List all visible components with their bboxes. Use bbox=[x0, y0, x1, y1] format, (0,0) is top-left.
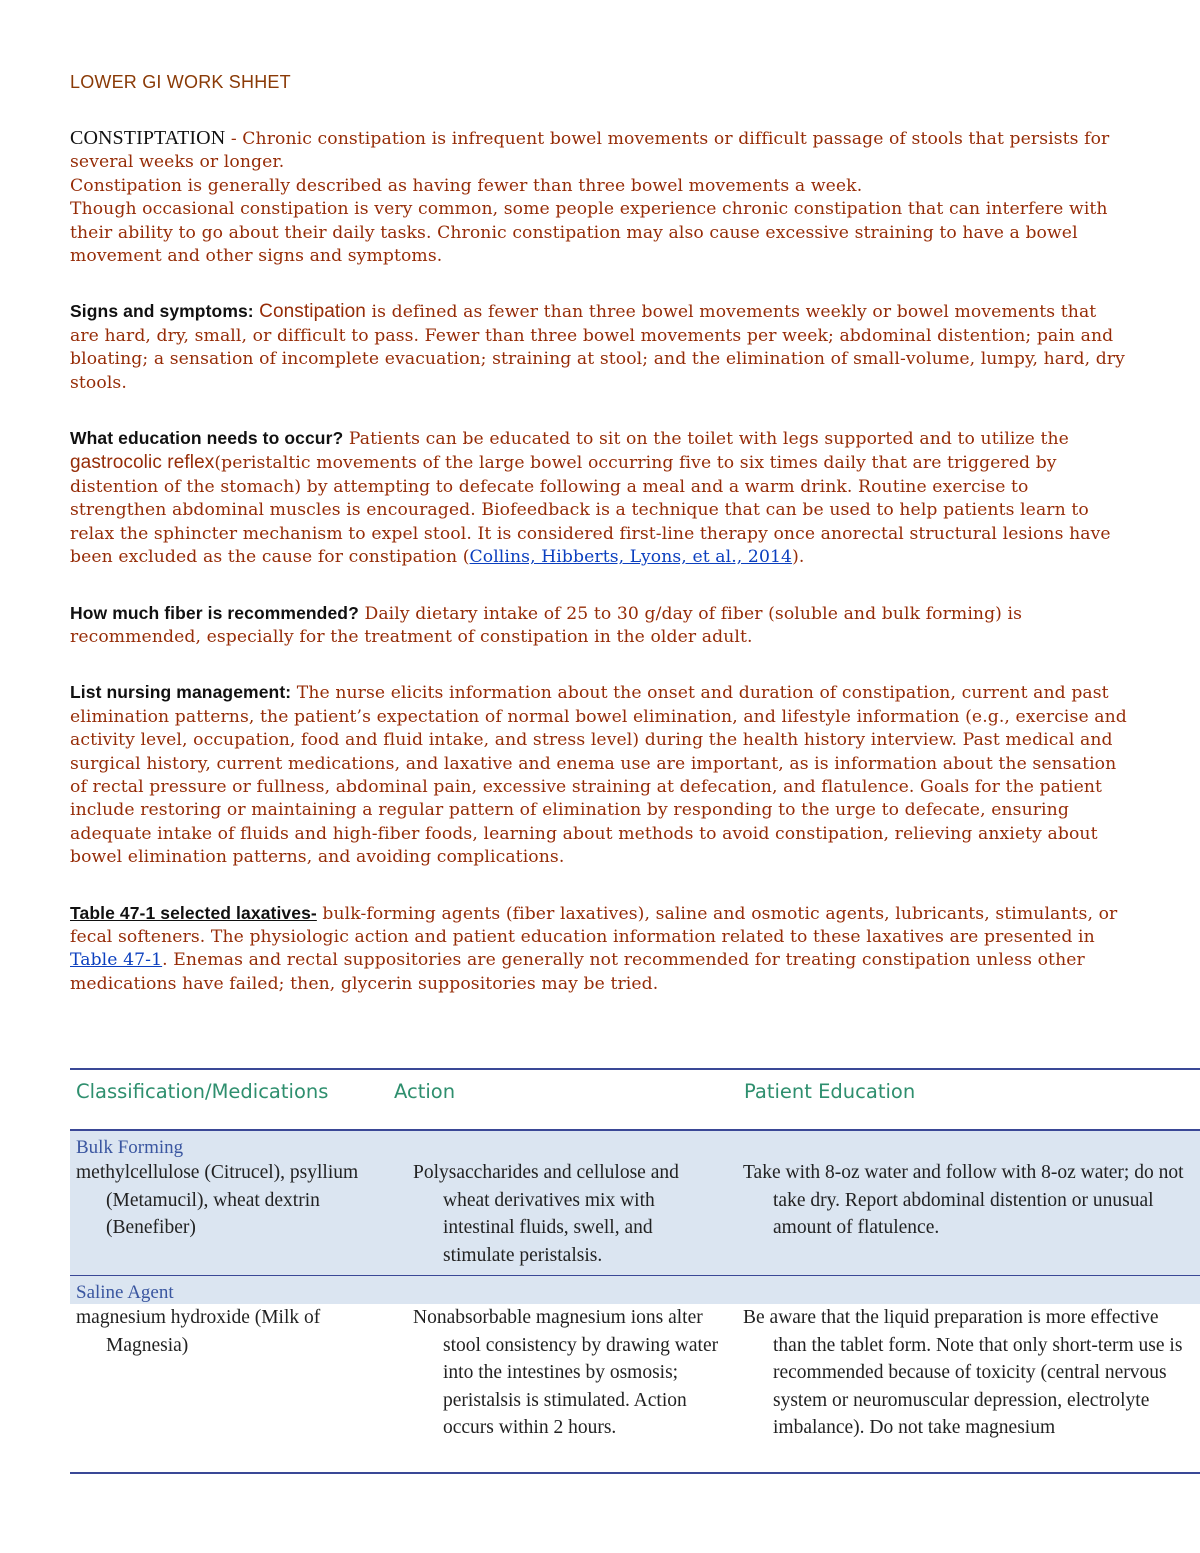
nursing-text: The nurse elicits information about the onset and duration of constipation, current and past elimination patterns, the patient’s expectation of normal bowel elimination, and lifestyle information (e.g., exercise and activity level, occupation, food and fluid intake, and stress level) during the health history interview. Past medical and surgical history, current medications, and laxative and enema use are important, as is information about the sensation of rectal pressure or fullness, abdominal pain, excessive straining at defecation, and flatulence. Goals for the patient include restoring or maintaining a regular pattern of elimination by responding to the urge to defecate, ensuring adequate intake of fluids and high-fiber foods, learning about methods to avoid constipation, relieving anxiety about bowel elimination patterns, and avoiding complications. bbox=[70, 683, 1127, 868]
nursing-heading: List nursing management: bbox=[70, 682, 292, 703]
laxatives-text-1: bulk-forming agents (fiber laxatives), saline and osmotic agents, lubricants, stimulants, or fecal softeners. The physiologic action and patient education information related to these laxatives are presented in bbox=[70, 903, 1118, 947]
education-cell: Be aware that the liquid preparation is more effective than the tablet form. Note that only short-term use is recommended because of toxicity (central nervous system or neuromuscular depression, electrolyte imbalance). Do not take magnesium bbox=[743, 1307, 1183, 1438]
education-text-2: (peristaltic movements of the large bowel occurring five to six times daily that are triggered by distention of the stomach) by attempting to defecate following a meal and a warm drink. Routine exercise to strengthen abdominal muscles is encouraged. Biofeedback is a technique that can be used to help patients learn to relax the sphincter mechanism to expel stool. It is considered first-line therapy once anorectal structural lesions have been excluded as the cause for constipation ( bbox=[70, 453, 1111, 568]
education-cell: Take with 8-oz water and follow with 8-oz water; do not take dry. Report abdominal distention or unusual amount of flatulence. bbox=[743, 1162, 1184, 1238]
education-text-1: Patients can be educated to sit on the toilet with legs supported and to utilize the bbox=[343, 429, 1069, 450]
fiber-heading: How much fiber is recommended? bbox=[70, 602, 359, 623]
constipation-chronic: Though occasional constipation is very common, some people experience chronic constipation that can interfere with their ability to go about their daily tasks. Chronic constipation may also cause excessive straining to have a bowel movement and other signs and symptoms. bbox=[70, 199, 1108, 267]
laxatives-paragraph bbox=[70, 902, 1130, 997]
action-cell: Polysaccharides and cellulose and wheat derivatives mix with intestinal fluids, swell, and stimulate peristalsis. bbox=[413, 1162, 679, 1266]
signs-phrase: Constipation bbox=[253, 301, 366, 323]
laxatives-heading: Table 47-1 selected laxatives- bbox=[70, 902, 317, 923]
header-classification: Classification/Medications bbox=[76, 1080, 329, 1103]
constipation-frequency: Constipation is generally described as having fewer than three bowel movements a week. bbox=[70, 175, 863, 196]
education-heading: What education needs to occur? bbox=[70, 428, 344, 449]
signs-paragraph bbox=[70, 300, 1130, 395]
laxatives-table bbox=[70, 1068, 1200, 1442]
constipation-heading: CONSTIPTATION bbox=[70, 127, 226, 149]
document-page bbox=[70, 72, 1130, 996]
document-title: LOWER GI WORK SHHET bbox=[70, 72, 291, 92]
table-47-1-link[interactable]: Table 47-1 bbox=[70, 950, 163, 971]
gastrocolic-phrase: gastrocolic reflex bbox=[70, 452, 215, 474]
signs-text: is defined as fewer than three bowel movements weekly or bowel movements that are hard, dry, small, or difficult to pass. Fewer than three bowel movements per week; abdominal distention; pain and bloating; a sensation of incomplete evacuation; straining at stool; and the elimination of small-volume, lumpy, hard, dry stools. bbox=[70, 302, 1125, 393]
table-header-row bbox=[70, 1070, 1200, 1131]
table-row bbox=[70, 1304, 1200, 1442]
group-label-saline-agent: Saline Agent bbox=[70, 1276, 1200, 1304]
constipation-definition: - Chronic constipation is infrequent bowel movements or difficult passage of stools that persists for several weeks or longer. bbox=[70, 129, 1110, 173]
group-label-bulk-forming: Bulk Forming bbox=[70, 1131, 1200, 1159]
education-paragraph bbox=[70, 427, 1130, 569]
constipation-paragraph bbox=[70, 127, 1130, 268]
action-cell: Nonabsorbable magnesium ions alter stool consistency by drawing water into the intestines by osmosis; peristalsis is stimulated. Action occurs within 2 hours. bbox=[413, 1307, 719, 1438]
medication-cell: magnesium hydroxide (Milk of Magnesia) bbox=[76, 1307, 321, 1356]
fiber-paragraph bbox=[70, 602, 1130, 650]
education-text-3: ). bbox=[792, 547, 805, 568]
laxatives-text-2: . Enemas and rectal suppositories are generally not recommended for treating constipation unless other medications have failed; then, glycerin suppositories may be tried. bbox=[70, 950, 1085, 994]
header-patient-education: Patient Education bbox=[744, 1080, 916, 1103]
medication-cell: methylcellulose (Citrucel), psyllium (Metamucil), wheat dextrin (Benefiber) bbox=[76, 1162, 359, 1238]
signs-heading: Signs and symptoms: bbox=[70, 301, 254, 322]
table-bottom-rule bbox=[70, 1472, 1200, 1474]
fiber-text: Daily dietary intake of 25 to 30 g/day of fiber (soluble and bulk forming) is recommended, especially for the treatment of constipation in the older adult. bbox=[70, 603, 1023, 647]
citation-link[interactable]: Collins, Hibberts, Lyons, et al., 2014 bbox=[469, 547, 793, 568]
table-row bbox=[70, 1159, 1200, 1276]
nursing-paragraph bbox=[70, 681, 1130, 869]
header-action: Action bbox=[394, 1080, 456, 1103]
